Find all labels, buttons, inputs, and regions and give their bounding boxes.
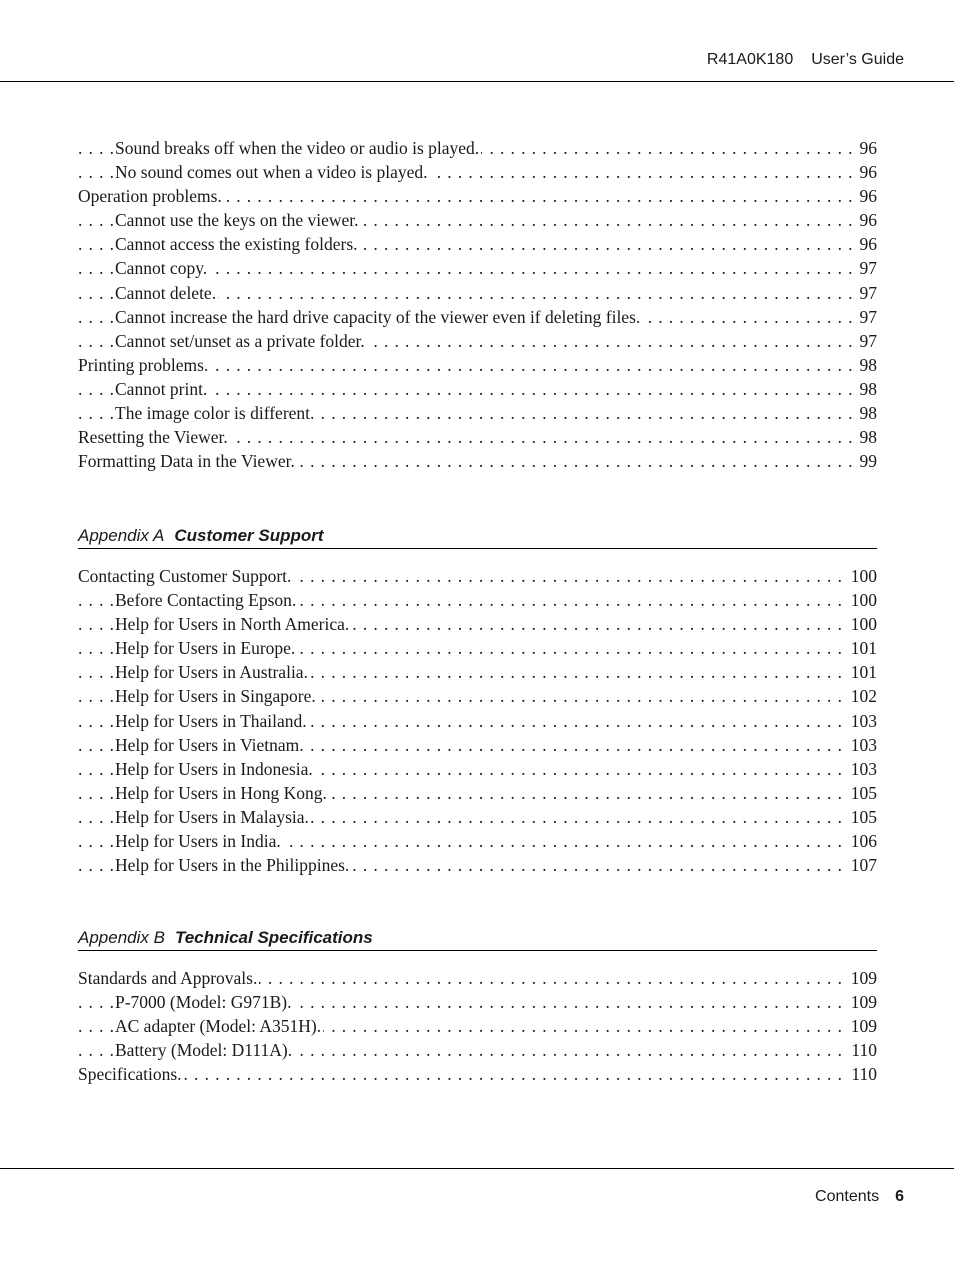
toc-entry[interactable] bbox=[78, 232, 877, 256]
toc-entry[interactable] bbox=[78, 733, 877, 757]
toc-entry[interactable] bbox=[78, 401, 877, 425]
toc-entry-title: Specifications. bbox=[78, 1064, 182, 1085]
toc-entry[interactable] bbox=[78, 612, 877, 636]
toc-entry-page: 98 bbox=[856, 401, 878, 425]
toc-entry-page: 99 bbox=[856, 449, 878, 473]
toc-entry-title: Help for Users in Indonesia. bbox=[115, 758, 313, 779]
toc-entry-title: Help for Users in Thailand. bbox=[115, 710, 307, 731]
toc-entry-page: 97 bbox=[856, 305, 878, 329]
toc-entry-title: Formatting Data in the Viewer. bbox=[78, 451, 295, 472]
toc-entry[interactable] bbox=[78, 281, 877, 305]
toc-entry-page: 101 bbox=[847, 636, 877, 660]
toc-entry-page: 105 bbox=[847, 805, 877, 829]
toc-entry-page: 100 bbox=[847, 564, 877, 588]
toc-entry-page: 98 bbox=[856, 425, 878, 449]
toc-entry-title: Help for Users in India. bbox=[115, 831, 281, 852]
toc-entry-page: 100 bbox=[847, 612, 877, 636]
footer-section: Contents bbox=[815, 1188, 880, 1205]
toc-entry[interactable] bbox=[78, 684, 877, 708]
toc-entry-title: Operation problems. bbox=[78, 186, 222, 207]
header-doc-info bbox=[707, 51, 904, 69]
toc-section-troubleshooting bbox=[78, 136, 877, 473]
toc-entry-page: 96 bbox=[856, 184, 878, 208]
toc-entry-title: Cannot use the keys on the viewer. bbox=[115, 210, 359, 231]
toc-entry[interactable] bbox=[78, 660, 877, 684]
toc-entry-page: 101 bbox=[847, 660, 877, 684]
toc-entry[interactable] bbox=[78, 588, 877, 612]
toc-entry-title: Contacting Customer Support. bbox=[78, 566, 292, 586]
toc-entry[interactable] bbox=[78, 449, 877, 473]
toc-entry[interactable] bbox=[78, 425, 877, 449]
toc-section-appendix-b bbox=[78, 966, 877, 1086]
toc-section-appendix-a bbox=[78, 564, 877, 877]
toc-entry-title: Help for Users in North America. bbox=[115, 614, 350, 635]
toc-entry-title: Resetting the Viewer. bbox=[78, 427, 228, 448]
toc-entry[interactable] bbox=[78, 329, 877, 353]
toc-entry-title: Help for Users in Singapore. bbox=[115, 686, 316, 707]
toc-entry-title: Help for Users in Australia. bbox=[115, 662, 308, 683]
toc-entry-title: Cannot delete. bbox=[115, 282, 217, 303]
toc-entry-page: 100 bbox=[847, 588, 877, 612]
footer-info bbox=[815, 1188, 904, 1206]
page-header bbox=[0, 0, 954, 82]
toc-entry[interactable] bbox=[78, 564, 877, 588]
toc-entry[interactable] bbox=[78, 853, 877, 877]
toc-entry[interactable] bbox=[78, 966, 877, 990]
toc-entry[interactable] bbox=[78, 636, 877, 660]
toc-entry-page: 106 bbox=[847, 829, 877, 853]
toc-entry-title: Help for Users in Europe. bbox=[115, 638, 296, 659]
toc-entry-page: 96 bbox=[856, 208, 878, 232]
toc-entry-title: AC adapter (Model: A351H). bbox=[115, 1016, 322, 1037]
toc-entry-title: The image color is different. bbox=[115, 403, 315, 424]
toc-entry[interactable] bbox=[78, 160, 877, 184]
toc-entry-title: Before Contacting Epson. bbox=[115, 590, 297, 611]
toc-entry-page: 105 bbox=[847, 781, 877, 805]
toc-entry[interactable] bbox=[78, 136, 877, 160]
toc-entry[interactable] bbox=[78, 377, 877, 401]
toc-entry[interactable] bbox=[78, 781, 877, 805]
toc-entry[interactable] bbox=[78, 805, 877, 829]
toc-entry-title: Help for Users in Malaysia. bbox=[115, 806, 309, 827]
toc-entry-title: Cannot copy. bbox=[115, 258, 208, 279]
appendix-a-heading bbox=[78, 526, 877, 549]
toc-entry-title: P-7000 (Model: G971B). bbox=[115, 992, 292, 1013]
toc-entry[interactable] bbox=[78, 1062, 877, 1086]
toc-entry[interactable] bbox=[78, 829, 877, 853]
toc-entry-page: 110 bbox=[847, 1062, 877, 1086]
toc-entry-title: Help for Users in the Philippines. bbox=[115, 855, 350, 876]
appendix-b-heading bbox=[78, 928, 877, 951]
toc-entry-page: 96 bbox=[856, 232, 878, 256]
toc-entry[interactable] bbox=[78, 256, 877, 280]
toc-entry-page: 97 bbox=[856, 329, 878, 353]
appendix-b-title: Technical Specifications bbox=[174, 928, 373, 947]
dot-leader bbox=[78, 1062, 877, 1086]
toc-entry-title: No sound comes out when a video is played. bbox=[115, 162, 428, 183]
toc-entry[interactable] bbox=[78, 353, 877, 377]
toc-entry-page: 103 bbox=[847, 733, 877, 757]
guide-title: User’s Guide bbox=[811, 51, 904, 68]
toc-entry-page: 110 bbox=[847, 1038, 877, 1062]
toc-entry-page: 107 bbox=[847, 853, 877, 877]
toc-entry-page: 109 bbox=[847, 1014, 877, 1038]
toc-entry-title: Printing problems. bbox=[78, 354, 209, 375]
toc-entry-page: 96 bbox=[856, 136, 878, 160]
footer-page-number: 6 bbox=[895, 1188, 904, 1205]
toc-entry-title: Battery (Model: D111A). bbox=[115, 1040, 293, 1061]
toc-entry-title: Help for Users in Hong Kong. bbox=[115, 782, 327, 803]
toc-entry-title: Cannot increase the hard drive capacity of the viewer even if deleting files. bbox=[115, 306, 641, 327]
appendix-b-label: Appendix B bbox=[78, 928, 165, 947]
toc-entry[interactable] bbox=[78, 709, 877, 733]
page-footer bbox=[0, 1168, 954, 1205]
toc-entry-title: Cannot set/unset as a private folder. bbox=[115, 330, 365, 351]
toc-entry-title: Cannot print. bbox=[115, 378, 208, 399]
toc-entry[interactable] bbox=[78, 208, 877, 232]
toc-entry[interactable] bbox=[78, 305, 877, 329]
toc-entry[interactable] bbox=[78, 1014, 877, 1038]
appendix-a-label: Appendix A bbox=[78, 526, 165, 545]
toc-entry-title: Help for Users in Vietnam. bbox=[115, 734, 304, 755]
toc-entry-title: Sound breaks off when the video or audio is played. bbox=[115, 138, 480, 158]
toc-entry[interactable] bbox=[78, 1038, 877, 1062]
appendix-a-title: Customer Support bbox=[174, 526, 324, 545]
toc-entry-title: Cannot access the existing folders. bbox=[115, 234, 358, 255]
toc-entry-page: 103 bbox=[847, 709, 877, 733]
toc-entry[interactable] bbox=[78, 990, 877, 1014]
toc-entry-page: 98 bbox=[856, 377, 878, 401]
toc-entry-title: Standards and Approvals. bbox=[78, 968, 258, 988]
toc-entry-page: 98 bbox=[856, 353, 878, 377]
toc-entry-page: 97 bbox=[856, 256, 878, 280]
toc-entry-page: 102 bbox=[847, 684, 877, 708]
toc-entry-page: 96 bbox=[856, 160, 878, 184]
toc-entry-page: 97 bbox=[856, 281, 878, 305]
toc-entry-page: 109 bbox=[847, 966, 877, 990]
doc-id: R41A0K180 bbox=[706, 51, 794, 68]
toc-entry[interactable] bbox=[78, 184, 877, 208]
toc-entry[interactable] bbox=[78, 757, 877, 781]
toc-entry-page: 103 bbox=[847, 757, 877, 781]
toc-entry-page: 109 bbox=[847, 990, 877, 1014]
